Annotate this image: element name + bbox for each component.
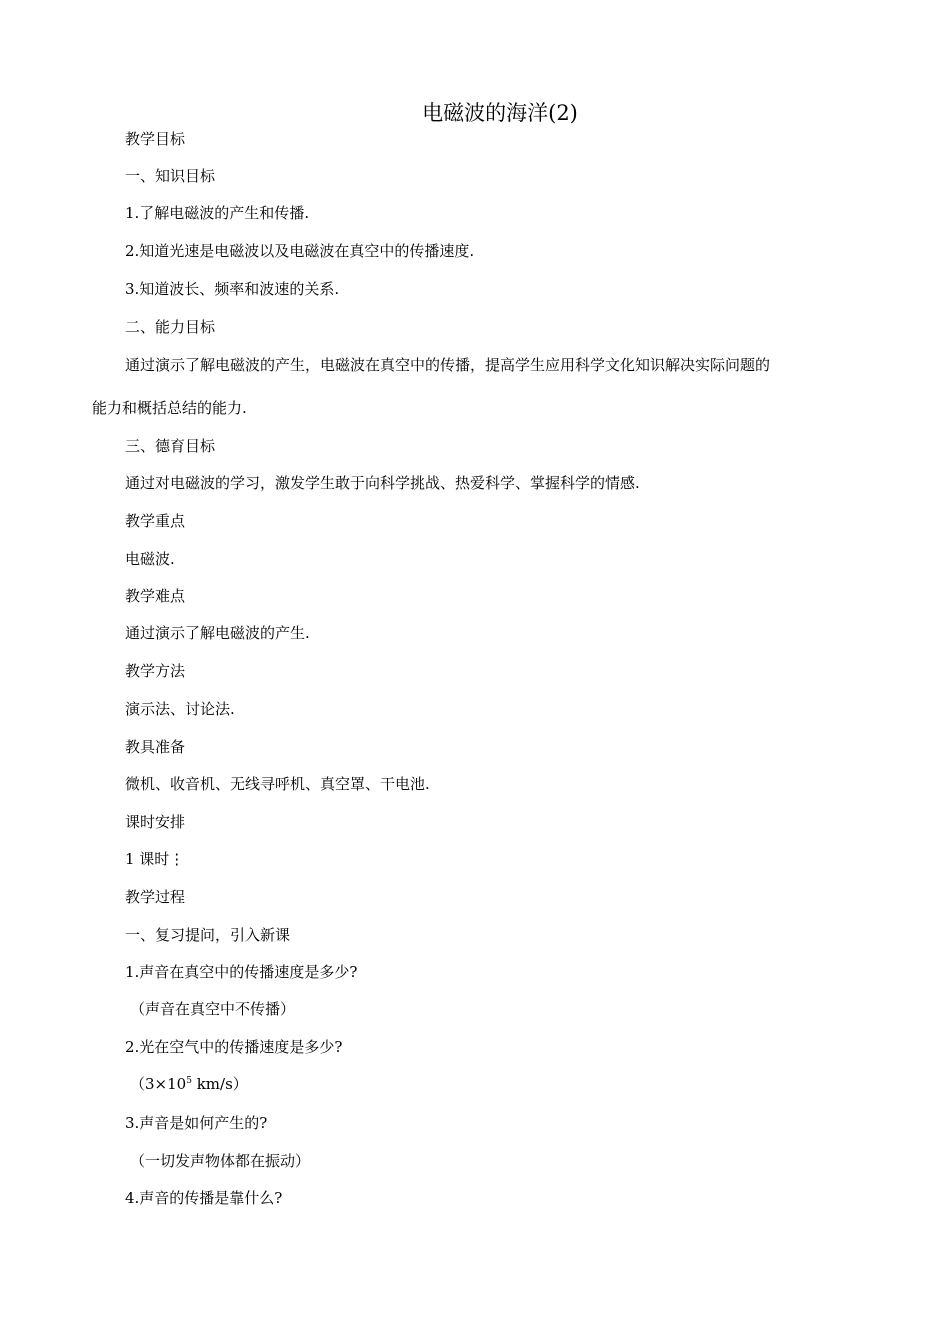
answer-2-exponent: 5 <box>186 1076 192 1086</box>
schedule-text: 1 课时⋮ <box>125 850 185 868</box>
question-1: 1.声音在真空中的传播速度是多少? <box>125 963 358 981</box>
ability-paragraph-line-2: 能力和概括总结的能力. <box>92 399 247 417</box>
page-title: 电磁波的海洋(2) <box>422 101 578 125</box>
difficulties-text: 通过演示了解电磁波的产生. <box>125 624 310 642</box>
question-3: 3.声音是如何产生的? <box>125 1114 268 1132</box>
answer-2 <box>130 1074 248 1094</box>
knowledge-item-3: 3.知道波长、频率和波速的关系. <box>125 280 340 298</box>
heading-knowledge-goals: 一、知识目标 <box>125 167 216 185</box>
answer-1: （声音在真空中不传播） <box>130 1000 296 1018</box>
equipment-text: 微机、收音机、无线寻呼机、真空罩、干电池. <box>125 775 430 793</box>
heading-teaching-goals: 教学目标 <box>125 130 186 148</box>
heading-review: 一、复习提问，引入新课 <box>125 926 291 944</box>
heading-schedule: 课时安排 <box>125 813 186 831</box>
knowledge-item-1: 1.了解电磁波的产生和传播. <box>125 204 310 222</box>
heading-ability-goals: 二、能力目标 <box>125 318 216 336</box>
key-points-text: 电磁波. <box>125 550 175 568</box>
answer-2-base: （3×10 <box>130 1075 187 1093</box>
heading-equipment: 教具准备 <box>125 738 186 756</box>
heading-key-points: 教学重点 <box>125 512 186 530</box>
question-2: 2.光在空气中的传播速度是多少? <box>125 1038 343 1056</box>
heading-difficulties: 教学难点 <box>125 587 186 605</box>
moral-paragraph: 通过对电磁波的学习，激发学生敢于向科学挑战、热爱科学、掌握科学的情感. <box>125 474 640 492</box>
ability-paragraph-line-1: 通过演示了解电磁波的产生，电磁波在真空中的传播，提高学生应用科学文化知识解决实际问题的 <box>125 356 771 374</box>
knowledge-item-2: 2.知道光速是电磁波以及电磁波在真空中的传播速度. <box>125 242 475 260</box>
methods-text: 演示法、讨论法. <box>125 700 235 718</box>
answer-2-unit: km/s） <box>191 1075 248 1093</box>
heading-moral-goals: 三、德育目标 <box>125 437 216 455</box>
heading-methods: 教学方法 <box>125 662 186 680</box>
heading-process: 教学过程 <box>125 888 186 906</box>
question-4: 4.声音的传播是靠什么? <box>125 1189 283 1207</box>
answer-3: （一切发声物体都在振动） <box>130 1152 311 1170</box>
